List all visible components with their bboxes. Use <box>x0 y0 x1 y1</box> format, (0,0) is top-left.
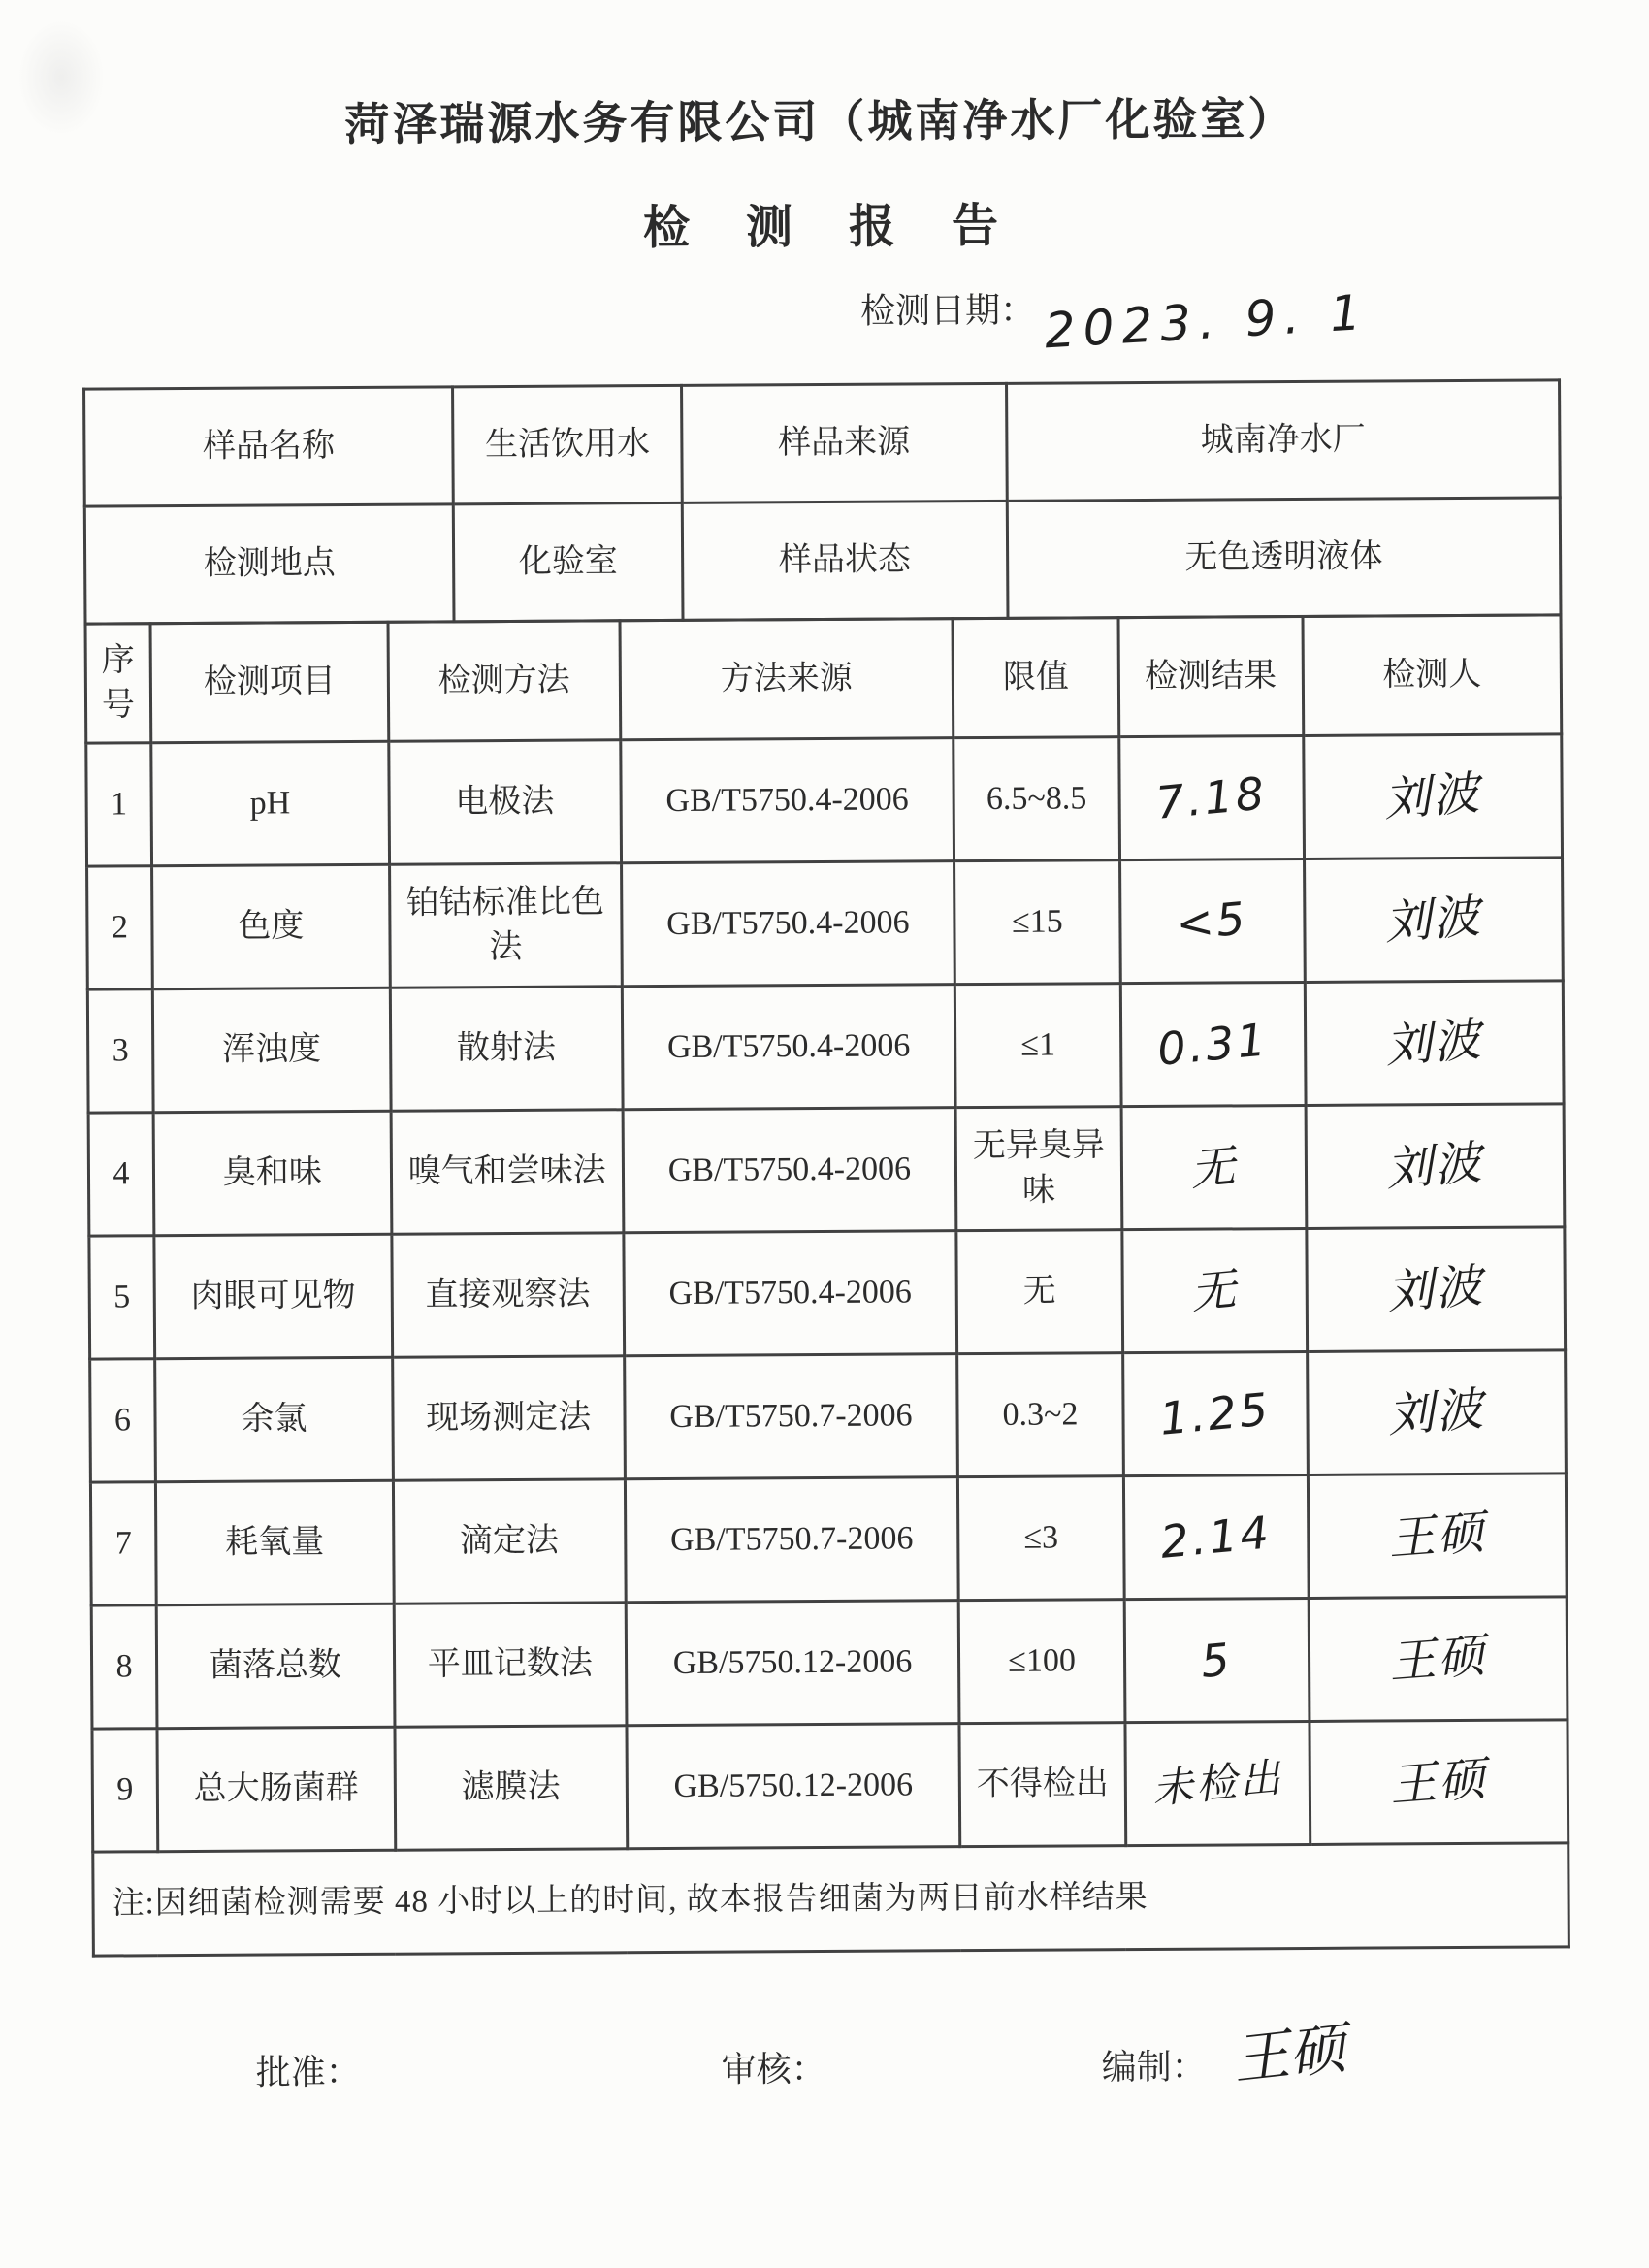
table-row-visible-matter <box>89 1227 1566 1359</box>
cell-source: GB/T5750.7-2006 <box>624 1354 958 1479</box>
tables-block <box>82 378 1570 1957</box>
cell-result-handwritten: 2.14 <box>1123 1474 1309 1599</box>
note-row <box>93 1843 1569 1956</box>
header-method: 检测方法 <box>388 621 621 741</box>
cell-tester-signature: 王硕 <box>1309 1597 1568 1722</box>
cell-method: 散射法 <box>390 987 623 1111</box>
test-date-label: 检测日期： <box>859 290 1036 331</box>
cell-seq: 1 <box>86 743 152 866</box>
cell-seq: 7 <box>90 1482 156 1605</box>
table-row-odor <box>88 1104 1565 1236</box>
cell-tester-signature: 刘波 <box>1306 1104 1565 1229</box>
cell-seq: 8 <box>91 1605 157 1729</box>
cell-limit: 0.3~2 <box>957 1353 1123 1477</box>
cell-method: 平皿记数法 <box>394 1603 627 1727</box>
sample-source-label: 样品来源 <box>682 383 1007 502</box>
info-row-1 <box>84 380 1561 506</box>
cell-seq: 3 <box>87 989 153 1113</box>
sample-state-label: 样品状态 <box>682 501 1007 620</box>
test-date-value-handwritten: 2023. 9. 1 <box>1042 283 1371 360</box>
cell-method: 直接观察法 <box>392 1233 625 1357</box>
review-label: 审核： <box>721 2050 826 2090</box>
cell-tester-signature: 王硕 <box>1308 1474 1567 1599</box>
cell-limit: 6.5~8.5 <box>954 737 1119 861</box>
cell-limit: ≤1 <box>955 984 1121 1108</box>
results-header-row <box>85 615 1562 743</box>
sample-name-value: 生活饮用水 <box>453 385 682 503</box>
table-row-color <box>87 858 1564 989</box>
table-row-ph <box>86 734 1563 866</box>
cell-tester-signature: 王硕 <box>1310 1720 1568 1845</box>
test-location-value: 化验室 <box>454 502 683 621</box>
cell-item: 臭和味 <box>153 1111 392 1235</box>
sample-state-value: 无色透明液体 <box>1007 498 1561 618</box>
cell-result-handwritten: 1.25 <box>1122 1351 1308 1475</box>
cell-item: 肉眼可见物 <box>154 1234 393 1358</box>
cell-item: 色度 <box>151 864 390 988</box>
cell-item: 浑浊度 <box>152 988 391 1112</box>
table-row-colony-count <box>91 1597 1568 1729</box>
sample-info-table <box>82 378 1562 625</box>
cell-method: 铂钴标准比色法 <box>389 863 622 988</box>
cell-tester-signature: 刘波 <box>1307 1227 1566 1352</box>
cell-source: GB/5750.12-2006 <box>626 1601 960 1726</box>
header-result: 检测结果 <box>1118 616 1304 736</box>
cell-source: GB/T5750.4-2006 <box>623 1108 957 1233</box>
prepare-signature-handwritten: 王硕 <box>1229 2014 1349 2093</box>
table-row-residual-chlorine <box>90 1350 1567 1482</box>
cell-source: GB/T5750.7-2006 <box>625 1477 959 1603</box>
header-source: 方法来源 <box>620 619 954 740</box>
sample-source-value: 城南净水厂 <box>1006 380 1560 501</box>
cell-method: 滴定法 <box>393 1479 626 1604</box>
cell-result-handwritten: 0.31 <box>1120 982 1306 1106</box>
cell-tester-signature: 刘波 <box>1304 858 1563 983</box>
cell-limit: 无 <box>956 1230 1122 1354</box>
info-row-2 <box>84 498 1561 624</box>
cell-item: 菌落总数 <box>156 1604 395 1728</box>
report-subtitle: 检测报告 <box>642 200 1055 255</box>
cell-result-handwritten: 7.18 <box>1118 735 1304 859</box>
cell-item: 耗氧量 <box>155 1480 394 1604</box>
header-limit: 限值 <box>953 618 1118 738</box>
cell-source: GB/T5750.4-2006 <box>621 861 955 987</box>
test-date-line <box>0 281 1369 373</box>
cell-tester-signature: 刘波 <box>1304 734 1563 859</box>
cell-source: GB/5750.12-2006 <box>627 1724 961 1849</box>
cell-item: pH <box>151 741 390 865</box>
signature-footer <box>92 2014 1571 2145</box>
cell-result-handwritten: 无 <box>1121 1105 1307 1229</box>
cell-result-handwritten: 无 <box>1122 1228 1308 1352</box>
cell-seq: 2 <box>87 866 153 989</box>
cell-limit: 无异臭异味 <box>955 1107 1121 1231</box>
cell-limit: ≤100 <box>959 1600 1125 1724</box>
cell-source: GB/T5750.4-2006 <box>622 985 956 1110</box>
cell-seq: 9 <box>92 1729 158 1852</box>
header-item: 检测项目 <box>150 622 389 742</box>
cell-result-handwritten: 5 <box>1124 1598 1310 1722</box>
cell-seq: 5 <box>89 1236 155 1359</box>
cell-limit: 不得检出 <box>959 1723 1125 1847</box>
cell-tester-signature: 刘波 <box>1305 981 1564 1106</box>
cell-item: 总大肠菌群 <box>157 1727 396 1851</box>
cell-result-handwritten: <5 <box>1119 859 1305 983</box>
cell-source: GB/T5750.4-2006 <box>623 1231 957 1356</box>
cell-limit: ≤15 <box>954 860 1120 985</box>
cell-tester-signature: 刘波 <box>1307 1350 1566 1475</box>
cell-method: 电极法 <box>389 740 622 864</box>
table-row-coliform <box>92 1720 1568 1852</box>
cell-method: 现场测定法 <box>392 1356 625 1480</box>
cell-seq: 4 <box>88 1113 154 1236</box>
sample-name-label: 样品名称 <box>84 387 454 506</box>
report-title: 菏泽瑞源水务有限公司（城南净水厂化验室） <box>344 94 1296 150</box>
bacteria-note: 注:因细菌检测需要 48 小时以上的时间, 故本报告细菌为两日前水样结果 <box>93 1843 1569 1956</box>
cell-method: 滤膜法 <box>395 1726 628 1850</box>
cell-method: 嗅气和尝味法 <box>391 1110 624 1234</box>
cell-source: GB/T5750.4-2006 <box>620 738 954 863</box>
header-seq: 序号 <box>85 624 151 743</box>
results-table <box>84 613 1570 1957</box>
approve-label: 批准： <box>255 2052 361 2092</box>
cell-limit: ≤3 <box>958 1476 1124 1601</box>
cell-seq: 6 <box>90 1359 156 1482</box>
cell-item: 余氯 <box>155 1357 394 1481</box>
cell-result-handwritten: 未检出 <box>1125 1721 1310 1845</box>
test-location-label: 检测地点 <box>84 504 454 624</box>
table-row-turbidity <box>87 981 1564 1113</box>
prepare-label: 编制： <box>1101 2047 1207 2088</box>
header-tester: 检测人 <box>1303 615 1562 736</box>
table-row-oxygen-consumption <box>90 1474 1567 1605</box>
